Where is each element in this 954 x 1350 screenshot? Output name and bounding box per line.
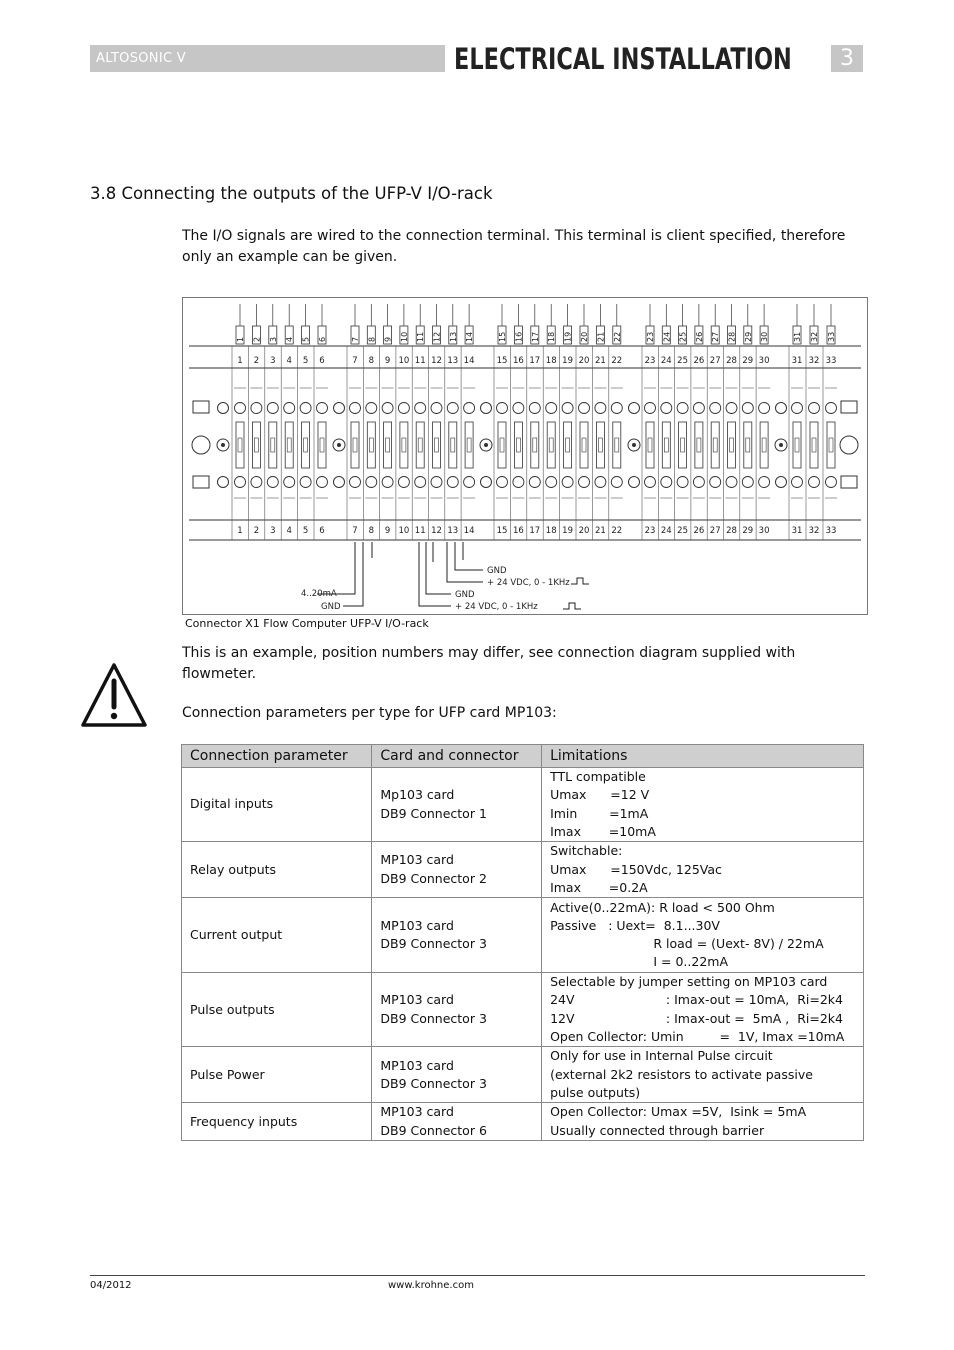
label-gnd-a: GND bbox=[321, 602, 341, 612]
label-gnd-c: GND bbox=[487, 566, 507, 576]
cell-card: MP103 card DB9 Connector 2 bbox=[372, 842, 542, 898]
wire-vdc-c bbox=[447, 542, 483, 582]
terminal-2 bbox=[248, 304, 262, 540]
cell-limits: Only for use in Internal Pulse circuit (external 2k2 resistors to activate passive pulse outputs) bbox=[542, 1047, 864, 1103]
terminal-number-bottom: 21 bbox=[594, 526, 606, 536]
terminal-6 bbox=[314, 304, 328, 540]
pulse-symbol-c bbox=[571, 578, 589, 584]
terminal-number-top: 11 bbox=[414, 356, 426, 366]
terminal-tag-label: 9 bbox=[383, 336, 393, 342]
cell-limits: Switchable: Umax =150Vdc, 125Vac Imax =0.2A bbox=[542, 842, 864, 898]
terminal-16 bbox=[510, 304, 524, 540]
cell-param: Pulse Power bbox=[182, 1047, 372, 1103]
terminal-number-top: 10 bbox=[398, 356, 410, 366]
terminal-22 bbox=[609, 304, 623, 540]
terminal-number-top: 9 bbox=[384, 356, 391, 366]
terminal-tag-label: 13 bbox=[448, 331, 458, 342]
terminal-tag-label: 1 bbox=[236, 336, 245, 342]
table-row bbox=[182, 1103, 864, 1141]
terminal-number-top: 22 bbox=[611, 356, 623, 366]
terminal-28 bbox=[724, 304, 738, 540]
terminal-tag-label: 2 bbox=[252, 336, 262, 342]
terminal-number-top: 28 bbox=[726, 356, 737, 366]
terminal-tag-label: 5 bbox=[301, 336, 311, 342]
table-row bbox=[182, 768, 864, 842]
terminal-number-bottom: 13 bbox=[447, 526, 459, 536]
pulse-symbol-b bbox=[563, 603, 581, 609]
terminal-number-top: 5 bbox=[302, 356, 309, 366]
terminal-29 bbox=[740, 304, 754, 540]
terminal-number-top: 32 bbox=[808, 356, 820, 366]
terminal-21 bbox=[592, 304, 606, 540]
terminal-24 bbox=[658, 304, 672, 540]
label-vdc-c: + 24 VDC, 0 - 1KHz bbox=[487, 578, 570, 588]
terminal-number-top: 23 bbox=[644, 356, 656, 366]
table-header-row bbox=[182, 745, 864, 768]
terminal-tag-label: 10 bbox=[399, 331, 409, 342]
terminal-number-bottom: 20 bbox=[578, 526, 590, 536]
terminal-number-bottom: 25 bbox=[677, 526, 689, 536]
cell-card: Mp103 card DB9 Connector 1 bbox=[372, 768, 542, 842]
end-clamp-icon bbox=[840, 436, 858, 454]
terminal-number-bottom: 4 bbox=[286, 526, 292, 536]
cell-card: MP103 card DB9 Connector 3 bbox=[372, 973, 542, 1047]
table-row bbox=[182, 898, 864, 973]
terminal-number-top: 14 bbox=[463, 356, 475, 366]
cell-param: Digital inputs bbox=[182, 768, 372, 842]
terminal-19 bbox=[560, 304, 574, 540]
terminal-number-top: 1 bbox=[237, 356, 243, 366]
terminal-number-top: 8 bbox=[368, 356, 375, 366]
figure-caption: Connector X1 Flow Computer UFP-V I/O-rack bbox=[185, 617, 429, 630]
end-clamp-icon bbox=[192, 436, 210, 454]
terminal-number-top: 26 bbox=[693, 356, 705, 366]
terminal-26 bbox=[691, 304, 705, 540]
terminal-17 bbox=[527, 304, 541, 540]
label-gnd-b: GND bbox=[455, 590, 475, 600]
terminal-27 bbox=[707, 304, 721, 540]
terminal-number-bottom: 7 bbox=[352, 526, 358, 536]
col-header-limits: Limitations bbox=[542, 745, 864, 768]
chapter-number: 3 bbox=[831, 45, 863, 72]
terminal-tag-label: 28 bbox=[727, 331, 737, 342]
terminal-13 bbox=[445, 304, 459, 540]
terminal-tag-label: 3 bbox=[268, 336, 278, 342]
col-header-param: Connection parameter bbox=[182, 745, 372, 768]
wire-gnd-a bbox=[343, 542, 363, 606]
terminal-number-bottom: 3 bbox=[270, 526, 276, 536]
terminal-14 bbox=[461, 304, 475, 540]
terminal-number-top: 29 bbox=[742, 356, 754, 366]
terminal-number-bottom: 18 bbox=[545, 526, 557, 536]
cell-card: MP103 card DB9 Connector 3 bbox=[372, 898, 542, 973]
terminal-number-top: 4 bbox=[286, 356, 292, 366]
terminal-number-bottom: 5 bbox=[302, 526, 309, 536]
label-vdc-b: + 24 VDC, 0 - 1KHz bbox=[455, 602, 538, 612]
cell-param: Relay outputs bbox=[182, 842, 372, 898]
section-title: 3.8 Connecting the outputs of the UFP-V I/O-rack bbox=[90, 184, 493, 203]
terminal-tag-label: 32 bbox=[810, 331, 819, 342]
warning-icon bbox=[80, 661, 148, 729]
intro-paragraph: The I/O signals are wired to the connection terminal. This terminal is client specified, therefore only an example can be given. bbox=[182, 228, 846, 265]
terminal-number-top: 27 bbox=[709, 356, 721, 366]
terminal-number-bottom: 14 bbox=[463, 526, 475, 536]
terminal-tag-label: 16 bbox=[514, 331, 524, 342]
terminal-32 bbox=[806, 304, 820, 540]
terminal-number-top: 2 bbox=[253, 356, 260, 366]
terminal-number-bottom: 29 bbox=[742, 526, 754, 536]
warning-text: This is an example, position numbers may differ, see connection diagram supplied with flowmeter. bbox=[182, 645, 796, 682]
cell-limits: TTL compatible Umax =12 V Imin =1mA Imax =10mA bbox=[542, 768, 864, 842]
terminal-23 bbox=[642, 304, 656, 540]
terminal-tag-label: 26 bbox=[694, 331, 704, 342]
terminal-number-top: 7 bbox=[352, 356, 358, 366]
cell-card: MP103 card DB9 Connector 3 bbox=[372, 1047, 542, 1103]
terminal-tag-label: 19 bbox=[563, 331, 573, 342]
footer-url: www.krohne.com bbox=[388, 1280, 474, 1291]
wire-4-20ma bbox=[317, 542, 355, 594]
terminal-number-top: 16 bbox=[512, 356, 524, 366]
header-title: ELECTRICAL INSTALLATION bbox=[454, 42, 792, 76]
terminal-number-bottom: 1 bbox=[237, 526, 243, 536]
wire-gnd-c bbox=[455, 542, 483, 570]
terminal-tag-label: 14 bbox=[465, 331, 475, 342]
terminal-number-bottom: 24 bbox=[660, 526, 672, 536]
terminal-number-top: 21 bbox=[594, 356, 606, 366]
terminal-number-bottom: 15 bbox=[496, 526, 508, 536]
terminal-1 bbox=[232, 304, 246, 540]
table-row bbox=[182, 842, 864, 898]
terminal-number-bottom: 33 bbox=[825, 526, 837, 536]
terminal-18 bbox=[543, 304, 557, 540]
terminal-number-top: 13 bbox=[447, 356, 459, 366]
terminal-11 bbox=[412, 304, 426, 540]
terminal-number-top: 25 bbox=[677, 356, 689, 366]
terminal-number-bottom: 16 bbox=[512, 526, 524, 536]
terminal-tag-label: 6 bbox=[318, 336, 327, 342]
terminal-15 bbox=[494, 304, 508, 540]
footer-rule bbox=[90, 1275, 865, 1276]
terminal-number-bottom: 32 bbox=[808, 526, 820, 536]
terminal-8 bbox=[363, 304, 377, 540]
cell-limits: Open Collector: Umax =5V, Isink = 5mA Usually connected through barrier bbox=[542, 1103, 864, 1141]
terminal-tag-label: 29 bbox=[743, 331, 753, 342]
terminal-number-top: 33 bbox=[825, 356, 837, 366]
terminal-number-bottom: 12 bbox=[431, 526, 442, 536]
terminal-3 bbox=[265, 304, 279, 540]
terminal-number-top: 20 bbox=[578, 356, 590, 366]
terminal-number-top: 15 bbox=[496, 356, 508, 366]
terminal-block-drawing bbox=[183, 298, 867, 614]
connector-diagram bbox=[182, 297, 868, 615]
terminal-tag-label: 15 bbox=[498, 331, 507, 342]
terminal-tag-label: 27 bbox=[711, 331, 721, 342]
cell-limits: Selectable by jumper setting on MP103 card 24V : Imax-out = 10mA, Ri=2k4 12V : Imax-out = 5mA , Ri=2k4 Open Collector: Umin = 1V, Imax =10mA bbox=[542, 973, 864, 1047]
terminal-number-bottom: 28 bbox=[726, 526, 737, 536]
terminal-tag-label: 31 bbox=[793, 331, 802, 342]
label-4-20ma: 4..20mA bbox=[301, 589, 337, 599]
table-row bbox=[182, 973, 864, 1047]
terminal-number-bottom: 31 bbox=[791, 526, 803, 536]
terminal-tag-label: 8 bbox=[367, 336, 377, 342]
terminal-number-bottom: 26 bbox=[693, 526, 705, 536]
cell-param: Pulse outputs bbox=[182, 973, 372, 1047]
terminal-tag-label: 4 bbox=[285, 336, 295, 342]
terminal-tag-label: 11 bbox=[416, 331, 426, 342]
terminal-tag-label: 33 bbox=[827, 331, 836, 342]
terminal-number-bottom: 30 bbox=[758, 526, 770, 536]
wire-vdc-b bbox=[419, 542, 451, 606]
terminal-tag-label: 24 bbox=[662, 331, 672, 342]
terminal-number-top: 31 bbox=[791, 356, 803, 366]
terminal-number-bottom: 6 bbox=[319, 526, 325, 536]
terminal-number-bottom: 10 bbox=[398, 526, 410, 536]
terminal-number-top: 12 bbox=[431, 356, 442, 366]
terminal-number-bottom: 19 bbox=[562, 526, 574, 536]
terminal-33 bbox=[823, 304, 837, 540]
connection-parameters-table bbox=[181, 744, 864, 1141]
cell-card: MP103 card DB9 Connector 6 bbox=[372, 1103, 542, 1141]
table-row bbox=[182, 1047, 864, 1103]
cell-limits: Active(0..22mA): R load < 500 Ohm Passive : Uext= 8.1...30V R load = (Uext- 8V) / 22mA I = 0..22mA bbox=[542, 898, 864, 973]
terminal-number-top: 24 bbox=[660, 356, 672, 366]
terminal-number-top: 17 bbox=[529, 356, 541, 366]
terminal-tag-label: 18 bbox=[547, 331, 557, 342]
terminal-number-bottom: 27 bbox=[709, 526, 721, 536]
terminal-tag-label: 12 bbox=[432, 331, 442, 342]
cell-param: Current output bbox=[182, 898, 372, 973]
terminal-tag-label: 22 bbox=[612, 331, 622, 342]
terminal-tag-label: 21 bbox=[596, 331, 606, 342]
terminal-25 bbox=[675, 304, 689, 540]
terminal-tag-label: 25 bbox=[678, 331, 688, 342]
terminal-number-top: 3 bbox=[270, 356, 276, 366]
terminal-tag-label: 23 bbox=[646, 331, 655, 342]
footer-date: 04/2012 bbox=[90, 1280, 132, 1291]
terminal-number-bottom: 8 bbox=[368, 526, 375, 536]
terminal-tag-label: 7 bbox=[351, 336, 360, 342]
terminal-number-bottom: 17 bbox=[529, 526, 541, 536]
terminal-number-top: 18 bbox=[545, 356, 557, 366]
header-brand: ALTOSONIC V bbox=[96, 51, 186, 66]
terminal-31 bbox=[789, 304, 803, 540]
terminal-number-top: 6 bbox=[319, 356, 325, 366]
terminal-9 bbox=[380, 304, 394, 540]
terminal-number-bottom: 23 bbox=[644, 526, 656, 536]
terminal-tag-label: 17 bbox=[530, 331, 540, 342]
terminal-number-bottom: 11 bbox=[414, 526, 426, 536]
terminal-20 bbox=[576, 304, 590, 540]
terminal-5 bbox=[298, 304, 312, 540]
cell-param: Frequency inputs bbox=[182, 1103, 372, 1141]
terminal-number-top: 19 bbox=[562, 356, 574, 366]
terminal-number-top: 30 bbox=[758, 356, 770, 366]
terminal-7 bbox=[347, 304, 361, 540]
terminal-number-bottom: 9 bbox=[384, 526, 391, 536]
terminal-number-bottom: 22 bbox=[611, 526, 623, 536]
terminal-number-bottom: 2 bbox=[253, 526, 260, 536]
col-header-card: Card and connector bbox=[372, 745, 542, 768]
terminal-30 bbox=[756, 304, 770, 540]
params-intro: Connection parameters per type for UFP card MP103: bbox=[182, 705, 557, 721]
terminal-tag-label: 20 bbox=[580, 331, 589, 342]
terminal-4 bbox=[281, 304, 295, 540]
terminal-12 bbox=[429, 304, 443, 540]
terminal-10 bbox=[396, 304, 410, 540]
terminal-tag-label: 30 bbox=[760, 331, 770, 342]
